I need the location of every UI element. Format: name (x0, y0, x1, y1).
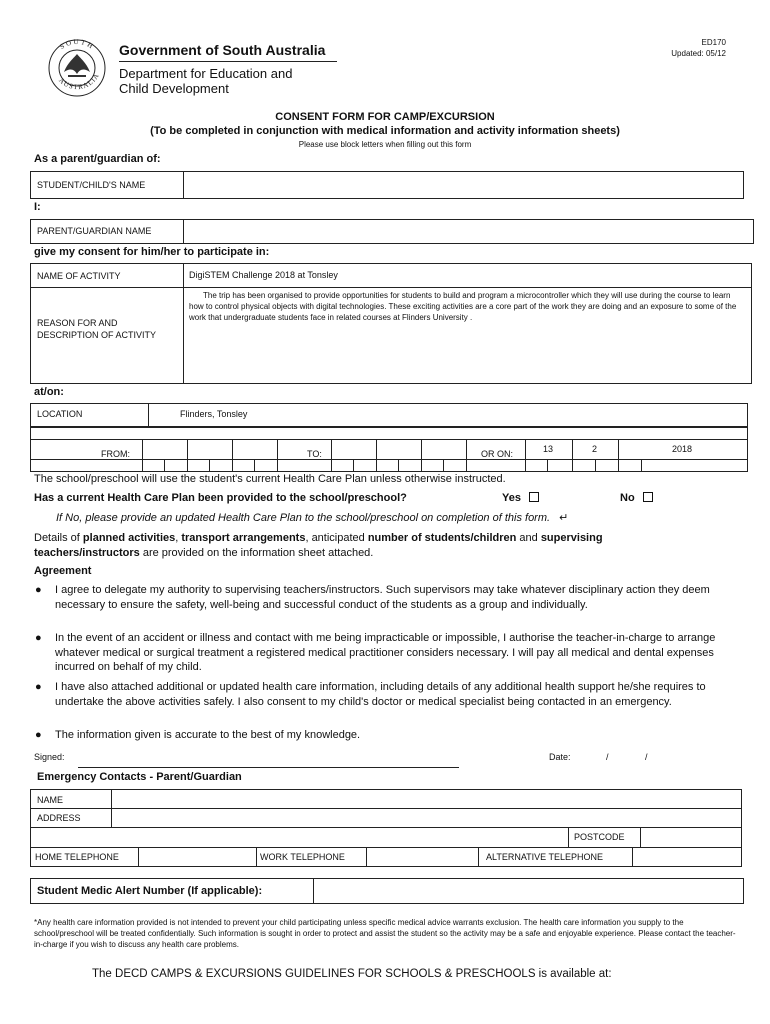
form-title: CONSENT FORM FOR CAMP/EXCURSION (275, 111, 495, 123)
divider (376, 439, 377, 472)
divider (164, 459, 165, 472)
location-input[interactable]: Flinders, Tonsley (180, 409, 248, 419)
details-bold: supervising (540, 532, 603, 544)
divider (366, 847, 367, 867)
location-row (30, 403, 748, 427)
contact-address-label: ADDRESS (37, 813, 81, 823)
to-label: TO: (307, 449, 322, 459)
state-seal-icon (44, 38, 110, 98)
divider (187, 439, 188, 472)
activity-name-label: NAME OF ACTIVITY (37, 271, 121, 281)
divider (183, 219, 184, 244)
i-label: I: (34, 201, 41, 213)
divider (30, 847, 742, 848)
agreement-heading: Agreement (34, 565, 92, 577)
home-telephone-input[interactable] (140, 849, 254, 865)
health-plan-note: The school/preschool will use the student's current Health Care Plan unless otherwise instructed. (34, 473, 506, 485)
yes-checkbox[interactable] (529, 492, 539, 502)
parent-name-label: PARENT/GUARDIAN NAME (37, 226, 152, 236)
details-part: , (175, 532, 182, 544)
form-subtitle: (To be completed in conjunction with medical information and activity information sheets) (150, 125, 620, 137)
divider (313, 878, 314, 904)
divider (183, 171, 184, 199)
divider (256, 847, 257, 867)
divider (547, 459, 548, 472)
date-slash: / (606, 752, 609, 762)
government-logo (44, 38, 110, 98)
divider (30, 439, 748, 440)
reason-label-line-1: REASON FOR AND (37, 318, 118, 328)
divider (142, 439, 143, 472)
gov-name: Government of South Australia (119, 42, 326, 58)
contact-name-input[interactable] (113, 791, 739, 807)
signature-line[interactable] (78, 767, 459, 768)
form-code: ED170 (701, 38, 726, 47)
divider (398, 459, 399, 472)
give-consent-heading: give my consent for him/her to participate in: (34, 246, 270, 258)
divider (641, 459, 642, 472)
details-part: and (516, 532, 541, 544)
year-input[interactable]: 2018 (672, 444, 693, 454)
date-label: Date: (549, 752, 571, 762)
reason-label-line-2: DESCRIPTION OF ACTIVITY (37, 330, 157, 340)
details-part: Details of (34, 532, 83, 544)
divider (183, 263, 184, 384)
if-no-instruction (56, 511, 568, 524)
student-name-input[interactable] (186, 174, 740, 196)
parent-name-input[interactable] (186, 221, 750, 242)
dept-line-2: Child Development (119, 81, 229, 96)
divider (443, 459, 444, 472)
block-letters-note: Please use block letters when filling out this form (298, 140, 472, 149)
divider (568, 827, 569, 847)
divider (138, 847, 139, 867)
divider (572, 439, 573, 472)
guidelines-note: The DECD CAMPS & EXCURSIONS GUIDELINES FOR SCHOOLS & PRESCHOOLS is available at: (92, 968, 612, 980)
details-bold: number of students/children (367, 532, 517, 544)
divider (232, 439, 233, 472)
agreement-text: I agree to delegate my authority to supervising teachers/instructors. Such supervisors may take whatever disciplinary action they deem necessary to ensure the safety, well-being and successful conduct of the students as a group and individually. (55, 584, 710, 611)
agreement-text: The information given is accurate to the best of my knowledge. (55, 729, 361, 741)
contact-address-input[interactable] (113, 810, 739, 826)
divider (353, 459, 354, 472)
no-label: No (620, 492, 635, 504)
medic-alert-input[interactable] (315, 880, 741, 902)
health-disclaimer: *Any health care information provided is not intended to prevent your child participating unless specific medical advice warrants exclusion. The health care information you supply to the school/preschool will be treated confidentially. Such information is sought in order to protect and assist the student so the activity may be a safe and enjoyable experience. Please contact the teacher-in-charge if you wish to discuss any health care problems. (34, 918, 736, 949)
divider (421, 439, 422, 472)
or-on-label: OR ON: (481, 449, 514, 459)
divider (331, 439, 332, 472)
health-plan-question: Has a current Health Care Plan been provided to the school/preschool? (34, 492, 407, 504)
divider (595, 459, 596, 472)
seal-text-top: SOUTH (58, 38, 96, 52)
details-part: are provided on the information sheet attached. (139, 546, 374, 559)
divider (277, 439, 278, 472)
activity-table (30, 263, 752, 384)
divider (632, 847, 633, 867)
no-option[interactable] (620, 492, 653, 504)
svg-text:AUSTRALIA (57, 72, 101, 92)
date-slash: / (645, 752, 648, 762)
divider (30, 808, 742, 809)
postcode-label: POSTCODE (574, 832, 625, 842)
bullet-icon: ● (35, 681, 42, 693)
alternative-telephone-label: ALTERNATIVE TELEPHONE (486, 852, 604, 862)
divider (618, 439, 619, 472)
divider (111, 789, 112, 827)
divider (466, 439, 467, 472)
details-bold: planned activities (82, 532, 176, 544)
header-rule (119, 61, 337, 62)
agreement-text: I have also attached additional or updated health care information, including details of any additional health support he/she requires to undertake the above activities safely. I also consent to my child's doctor or medical specialist being contacted in an emergency. (55, 681, 706, 708)
if-no-text: If No, please provide an updated Health Care Plan to the school/preschool on completion of this form. (56, 512, 551, 524)
location-label: LOCATION (37, 409, 83, 419)
details-part: , anticipated (305, 532, 368, 544)
no-checkbox[interactable] (643, 492, 653, 502)
work-telephone-label: WORK TELEPHONE (260, 852, 345, 862)
divider (30, 827, 742, 828)
return-arrow-icon: ↵ (559, 512, 569, 524)
activity-description-input[interactable]: The trip has been organised to provide opportunities for students to build and program a microcontroller which they will use during the course to learn how to control physical objects with digital technologies. These exciting activities are a core part of the work they are doing and an exposure to some of the work that undergraduate students face in related courses at Flinders University . (189, 291, 737, 322)
dept-line-1: Department for Education and (119, 66, 293, 81)
month-input[interactable]: 2 (592, 444, 598, 454)
bullet-icon: ● (35, 729, 42, 741)
work-telephone-input[interactable] (368, 849, 476, 865)
student-name-label: STUDENT/CHILD'S NAME (37, 180, 146, 190)
yes-label: Yes (502, 492, 521, 504)
divider (148, 403, 149, 427)
details-bold: transport arrangements (181, 532, 306, 544)
seal-text-bottom: AUSTRALIA (57, 71, 101, 92)
yes-option[interactable] (502, 492, 539, 504)
as-parent-heading: As a parent/guardian of: (34, 153, 161, 165)
activity-name-input[interactable]: DigiSTEM Challenge 2018 at Tonsley (189, 270, 338, 280)
updated-date: Updated: 05/12 (671, 49, 726, 58)
details-paragraph (34, 531, 754, 560)
details-bold: teachers/instructors (34, 546, 140, 559)
divider (254, 459, 255, 472)
home-telephone-label: HOME TELEPHONE (35, 852, 119, 862)
divider (640, 827, 641, 847)
signed-label: Signed: (34, 752, 65, 762)
alternative-telephone-input[interactable] (634, 849, 739, 865)
divider (478, 847, 479, 867)
divider (525, 439, 526, 472)
emergency-heading: Emergency Contacts - Parent/Guardian (37, 771, 242, 783)
day-input[interactable]: 13 (543, 444, 554, 454)
at-on-heading: at/on: (34, 386, 64, 398)
svg-text:SOUTH (58, 38, 95, 51)
contact-name-label: NAME (37, 795, 64, 805)
medic-alert-label: Student Medic Alert Number (If applicable): (37, 885, 263, 897)
divider (209, 459, 210, 472)
divider (30, 287, 752, 288)
from-label: FROM: (101, 449, 130, 459)
bullet-icon: ● (35, 584, 42, 596)
agreement-text: In the event of an accident or illness and contact with me being impracticable or impossible, I authorise the teacher-in-charge to arrange whatever medical or surgical treatment a registered medical practitioner considers necessary. I will pay all medical and dental expenses incurred on behalf of my child. (55, 632, 716, 673)
postcode-input[interactable] (642, 829, 739, 845)
bullet-icon: ● (35, 632, 42, 644)
